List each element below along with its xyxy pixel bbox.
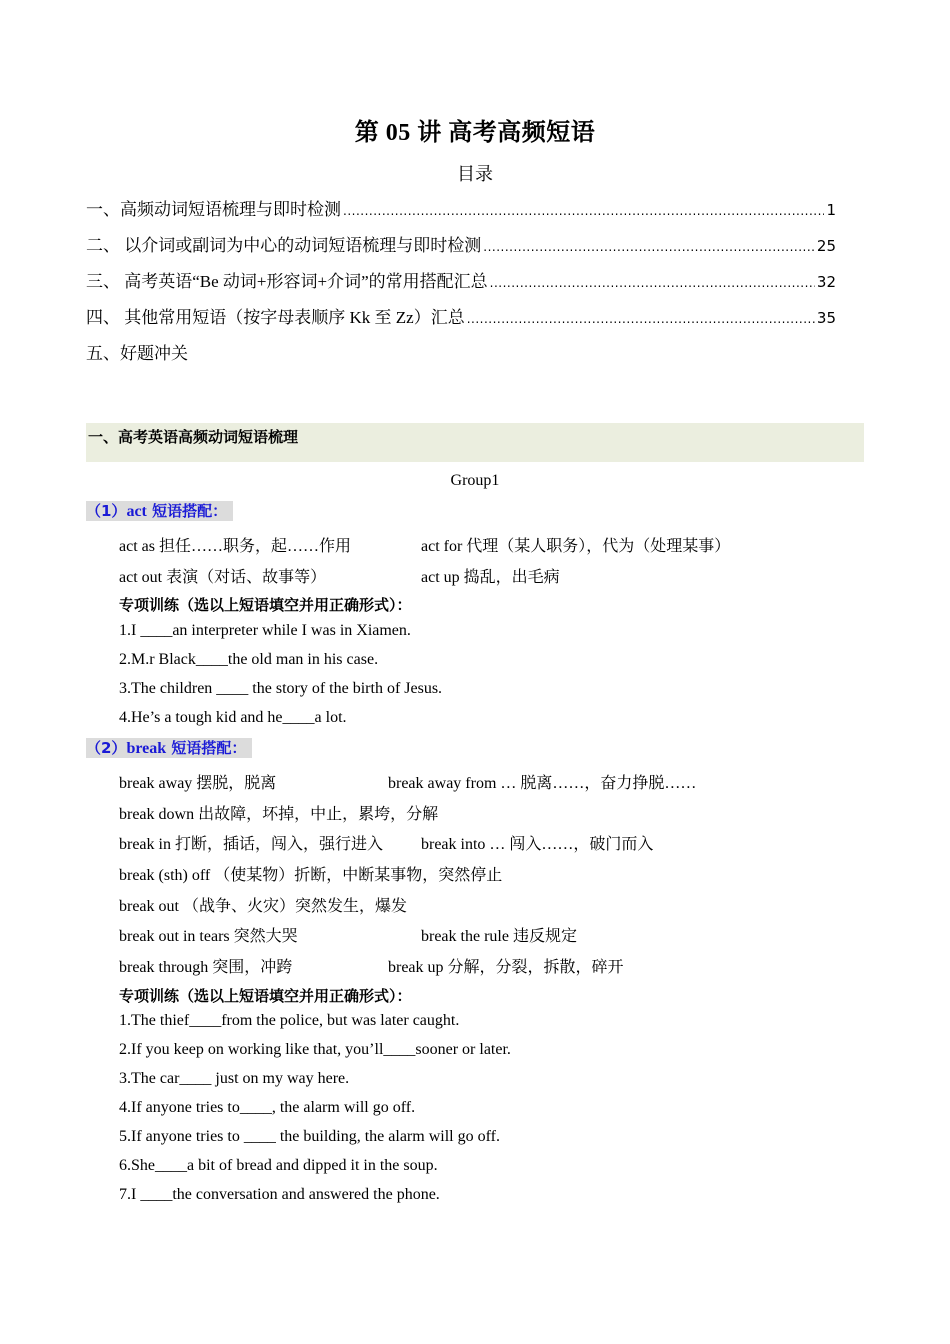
- exercise-sentence: 7.I ____the conversation and answered the phone.: [119, 1186, 440, 1203]
- page-title: 第 05 讲 高考高频短语: [354, 120, 596, 146]
- exercise-sentence: 1.The thief____from the police, but was later caught.: [119, 1012, 460, 1029]
- phrase-item: act as 担任……职务，起……作用: [119, 538, 351, 555]
- exercise-sentence: 3.The children ____ the story of the birth of Jesus.: [119, 680, 443, 697]
- phrase-item: break away from … 脱离……，奋力挣脱……: [388, 775, 697, 792]
- toc-item-label: 三、 高考英语“Be 动词+形容词+介词”的常用搭配汇总: [86, 272, 488, 291]
- phrase-item: break into … 闯入……，破门而入: [421, 836, 654, 853]
- toc-item-label: 四、 其他常用短语（按字母表顺序 Kk 至 Zz）汇总: [86, 308, 465, 327]
- phrase-item: break out in tears 突然大哭: [119, 928, 298, 945]
- phrase-item: break out （战争、火灾）突然发生，爆发: [119, 898, 407, 915]
- toc-item[interactable]: [86, 339, 836, 364]
- phrase-item: act for 代理（某人职务），代为（处理某事）: [421, 538, 731, 555]
- exercise-sentence: 1.I ____an interpreter while I was in Xiamen.: [119, 622, 411, 639]
- drill-label: 专项训练（选以上短语填空并用正确形式）：: [119, 596, 412, 614]
- toc-item-label: 五、好题冲关: [86, 344, 188, 363]
- exercise-sentence: 5.If anyone tries to ____ the building, the alarm will go off.: [119, 1128, 500, 1145]
- toc-leader-dots: [490, 276, 815, 290]
- toc-item-page: 32: [816, 273, 836, 291]
- phrase-item: break in 打断，插话，闯入，强行进入: [119, 836, 383, 853]
- phrase-item: break through 突围，冲跨: [119, 959, 293, 976]
- phrase-item: break (sth) off （使某物）折断，中断某事物，突然停止: [119, 867, 503, 884]
- act-subheading: （1）act 短语搭配：: [86, 501, 233, 521]
- toc-item-page: 1: [826, 201, 836, 219]
- section-heading-band: [86, 423, 864, 462]
- group-label: Group1: [450, 472, 500, 489]
- phrase-item: break the rule 违反规定: [421, 928, 577, 945]
- phrase-item: break up 分解，分裂，拆散，碎开: [388, 959, 624, 976]
- exercise-sentence: 4.He’s a tough kid and he____a lot.: [119, 709, 347, 726]
- phrase-item: act up 捣乱，出毛病: [421, 569, 560, 586]
- toc-item-label: 一、高频动词短语梳理与即时检测: [86, 200, 341, 219]
- toc-heading: 目录: [457, 164, 493, 184]
- toc-leader-dots: [483, 240, 815, 254]
- exercise-sentence: 6.She____a bit of bread and dipped it in the soup.: [119, 1157, 438, 1174]
- toc-item-page: 35: [816, 309, 836, 327]
- toc-item-label: 二、 以介词或副词为中心的动词短语梳理与即时检测: [86, 236, 482, 255]
- toc-item[interactable]: [86, 195, 836, 220]
- toc-item[interactable]: [86, 267, 836, 292]
- section-heading: 一、高考英语高频动词短语梳理: [88, 428, 299, 446]
- exercise-sentence: 3.The car____ just on my way here.: [119, 1070, 350, 1087]
- exercise-sentence: 4.If anyone tries to____, the alarm will go off.: [119, 1099, 416, 1116]
- exercise-sentence: 2.If you keep on working like that, you’ll____sooner or later.: [119, 1041, 511, 1058]
- phrase-item: break down 出故障，坏掉，中止，累垮，分解: [119, 806, 439, 823]
- toc-item-page: 25: [816, 237, 836, 255]
- phrase-item: act out 表演（对话、故事等）: [119, 569, 327, 586]
- toc-leader-dots: [343, 204, 824, 218]
- toc-item[interactable]: [86, 303, 836, 328]
- toc-leader-dots: [467, 312, 815, 326]
- drill-label: 专项训练（选以上短语填空并用正确形式）：: [119, 987, 412, 1005]
- exercise-sentence: 2.M.r Black____the old man in his case.: [119, 651, 379, 668]
- phrase-item: break away 摆脱，脱离: [119, 775, 277, 792]
- toc-item[interactable]: [86, 231, 836, 256]
- break-subheading: （2）break 短语搭配：: [86, 738, 252, 758]
